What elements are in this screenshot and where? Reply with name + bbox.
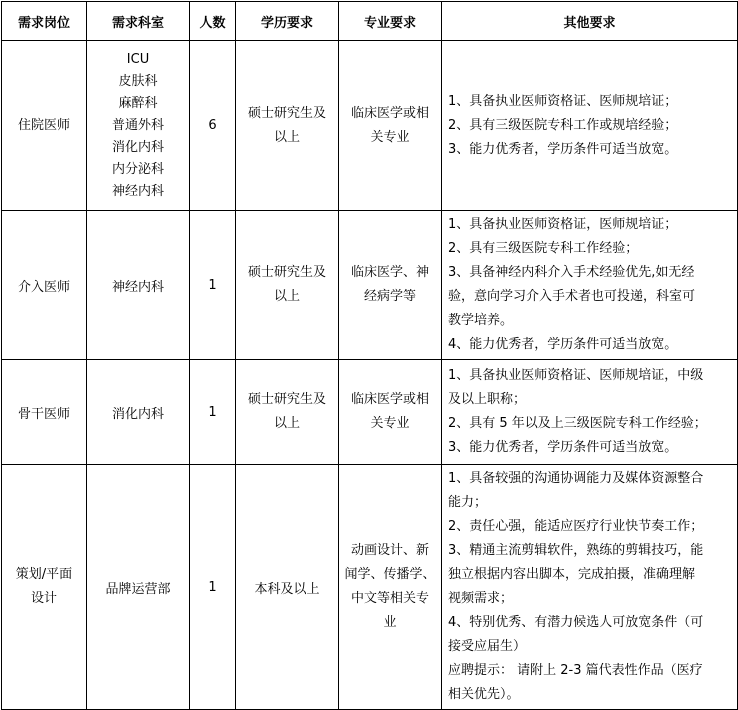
cell-position: 策划/平面设计 bbox=[2, 465, 87, 710]
recruitment-table bbox=[1, 1, 738, 710]
header-major: 专业要求 bbox=[339, 2, 442, 41]
cell-major: 临床医学、神 经病学等 bbox=[339, 211, 442, 360]
table-row bbox=[2, 465, 738, 710]
department-item: 消化内科 bbox=[111, 139, 164, 155]
cell-position: 介入医师 bbox=[2, 211, 87, 360]
header-row bbox=[2, 2, 738, 41]
cell-position: 住院医师 bbox=[2, 41, 87, 211]
cell-position: 骨干医师 bbox=[2, 360, 87, 465]
cell-other: 1、具备执业医师资格证、医师规培证，中级 及以上职称； 2、具有 5 年以及上三级医院专科工作经验； 3、能力优秀者，学历条件可适当放宽。 bbox=[442, 360, 738, 465]
cell-count: 1 bbox=[190, 465, 236, 710]
cell-education: 硕士研究生及 以上 bbox=[236, 360, 339, 465]
cell-departments: 神经内科 bbox=[87, 211, 190, 360]
cell-other: 1、具备执业医师资格证、医师规培证； 2、具有三级医院专科工作或规培经验； 3、能力优秀者，学历条件可适当放宽。 bbox=[442, 41, 738, 211]
cell-count: 1 bbox=[190, 211, 236, 360]
cell-other: 1、具备较强的沟通协调能力及媒体资源整合 能力； 2、责任心强，能适应医疗行业快节奏工作； 3、精通主流剪辑软件，熟练的剪辑技巧，能 独立根据内容出脚本，完成拍摄，准确理解 视频需求； 4、特别优秀、有潜力候选人可放宽条件（可 接受应届生） 应聘提示： 请附上 2-3 篇代表性作品（医疗 相关优先）。 bbox=[442, 465, 738, 710]
department-item: 麻醉科 bbox=[118, 95, 158, 111]
cell-departments: 消化内科 bbox=[87, 360, 190, 465]
cell-count: 1 bbox=[190, 360, 236, 465]
department-item: 皮肤科 bbox=[118, 73, 158, 89]
table-row bbox=[2, 211, 738, 360]
department-item: ICU bbox=[126, 51, 150, 67]
table-row bbox=[2, 41, 738, 211]
header-education: 学历要求 bbox=[236, 2, 339, 41]
cell-departments bbox=[87, 41, 190, 211]
cell-count: 6 bbox=[190, 41, 236, 211]
cell-major: 动画设计、新 闻学、传播学、 中文等相关专 业 bbox=[339, 465, 442, 710]
cell-major: 临床医学或相 关专业 bbox=[339, 360, 442, 465]
table-row bbox=[2, 360, 738, 465]
cell-major: 临床医学或相 关专业 bbox=[339, 41, 442, 211]
header-other: 其他要求 bbox=[442, 2, 738, 41]
department-item: 普通外科 bbox=[111, 117, 164, 133]
department-item: 神经内科 bbox=[111, 183, 164, 199]
cell-other: 1、具备执业医师资格证，医师规培证； 2、具有三级医院专科工作经验； 3、具备神经内科介入手术经验优先,如无经 验，意向学习介入手术者也可投递，科室可 教学培养。 4、能力优秀者，学历条件可适当放宽。 bbox=[442, 211, 738, 360]
header-department: 需求科室 bbox=[87, 2, 190, 41]
cell-departments: 品牌运营部 bbox=[87, 465, 190, 710]
cell-education: 硕士研究生及 以上 bbox=[236, 41, 339, 211]
header-count: 人数 bbox=[190, 2, 236, 41]
department-item: 内分泌科 bbox=[111, 161, 164, 177]
header-position: 需求岗位 bbox=[2, 2, 87, 41]
cell-education: 硕士研究生及 以上 bbox=[236, 211, 339, 360]
cell-education: 本科及以上 bbox=[236, 465, 339, 710]
